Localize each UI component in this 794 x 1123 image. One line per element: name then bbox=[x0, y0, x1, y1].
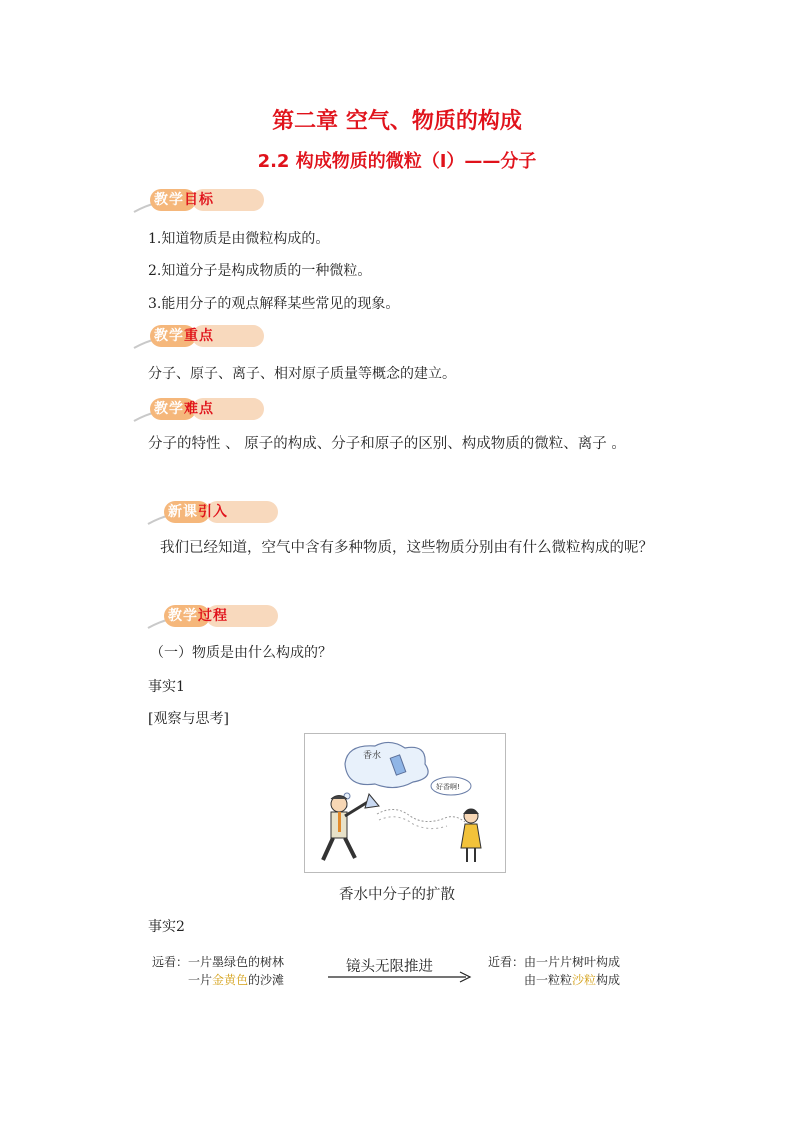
question-1: （一）物质是由什么构成的？ bbox=[150, 645, 332, 661]
far-view-line-1 bbox=[152, 953, 284, 970]
near-view-leaves: 由一片片树叶构成 bbox=[524, 955, 621, 969]
section-header-process bbox=[146, 602, 286, 630]
section-label-a: 教学 bbox=[168, 608, 198, 624]
goal-item: 2.知道分子是构成物质的一种微粒。 bbox=[148, 263, 372, 279]
section-label-b: 目标 bbox=[184, 192, 214, 208]
section-label-b: 重点 bbox=[184, 328, 214, 344]
page-title: 第二章 空气、物质的构成 bbox=[272, 109, 522, 134]
near-view-gold-text: 沙粒 bbox=[572, 973, 597, 987]
section-header-goals bbox=[132, 186, 272, 214]
far-view-forest: 一片墨绿色的树林 bbox=[188, 955, 285, 969]
arrow-label: 镜头无限推进 bbox=[346, 959, 433, 975]
section-label-a: 教学 bbox=[154, 401, 184, 417]
bubble-right-text: 好香啊! bbox=[436, 783, 460, 791]
intro-text: 我们已经知道，空气中含有多种物质，这些物质分别由有什么微粒构成的呢？ bbox=[160, 540, 653, 556]
far-view-gold-text: 金黄色 bbox=[212, 973, 249, 987]
section-label-b: 引入 bbox=[198, 504, 228, 520]
goal-item: 1.知道物质是由微粒构成的。 bbox=[148, 231, 330, 247]
fact-2-label: 事实2 bbox=[148, 919, 185, 935]
near-view-label: 近看： bbox=[488, 955, 525, 969]
section-header-key bbox=[132, 322, 272, 350]
observe-label: [观察与思考] bbox=[148, 711, 229, 727]
section-label-b: 过程 bbox=[198, 608, 228, 624]
key-text: 分子、原子、离子、相对原子质量等概念的建立。 bbox=[148, 366, 456, 382]
bubble-left-text: 香水 bbox=[363, 751, 382, 761]
section-header-difficult bbox=[132, 395, 272, 423]
far-view-line-2: 一片金黄色的沙滩 bbox=[188, 973, 285, 987]
fact-1-label: 事实1 bbox=[148, 679, 185, 695]
section-label-b: 难点 bbox=[184, 401, 214, 417]
perfume-diffusion-illustration bbox=[304, 733, 506, 873]
section-label-a: 教学 bbox=[154, 192, 184, 208]
near-view-line-1 bbox=[488, 953, 620, 970]
perfume-diffusion-image bbox=[305, 734, 505, 872]
section-label-a: 新课 bbox=[168, 504, 198, 520]
difficult-text: 分子的特性 、 原子的构成、分子和原子的区别、构成物质的微粒、离子 。 bbox=[148, 436, 626, 452]
page-subtitle: 2.2 构成物质的微粒（Ⅰ）——分子 bbox=[257, 151, 537, 172]
goal-item: 3.能用分子的观点解释某些常见的现象。 bbox=[148, 296, 400, 312]
figure-caption: 香水中分子的扩散 bbox=[339, 887, 455, 903]
far-view-label: 远看： bbox=[152, 955, 189, 969]
section-label-a: 教学 bbox=[154, 328, 184, 344]
near-view-line-2: 由一粒粒沙粒构成 bbox=[524, 973, 621, 987]
right-arrow-icon bbox=[328, 968, 474, 982]
section-header-intro bbox=[146, 498, 286, 526]
